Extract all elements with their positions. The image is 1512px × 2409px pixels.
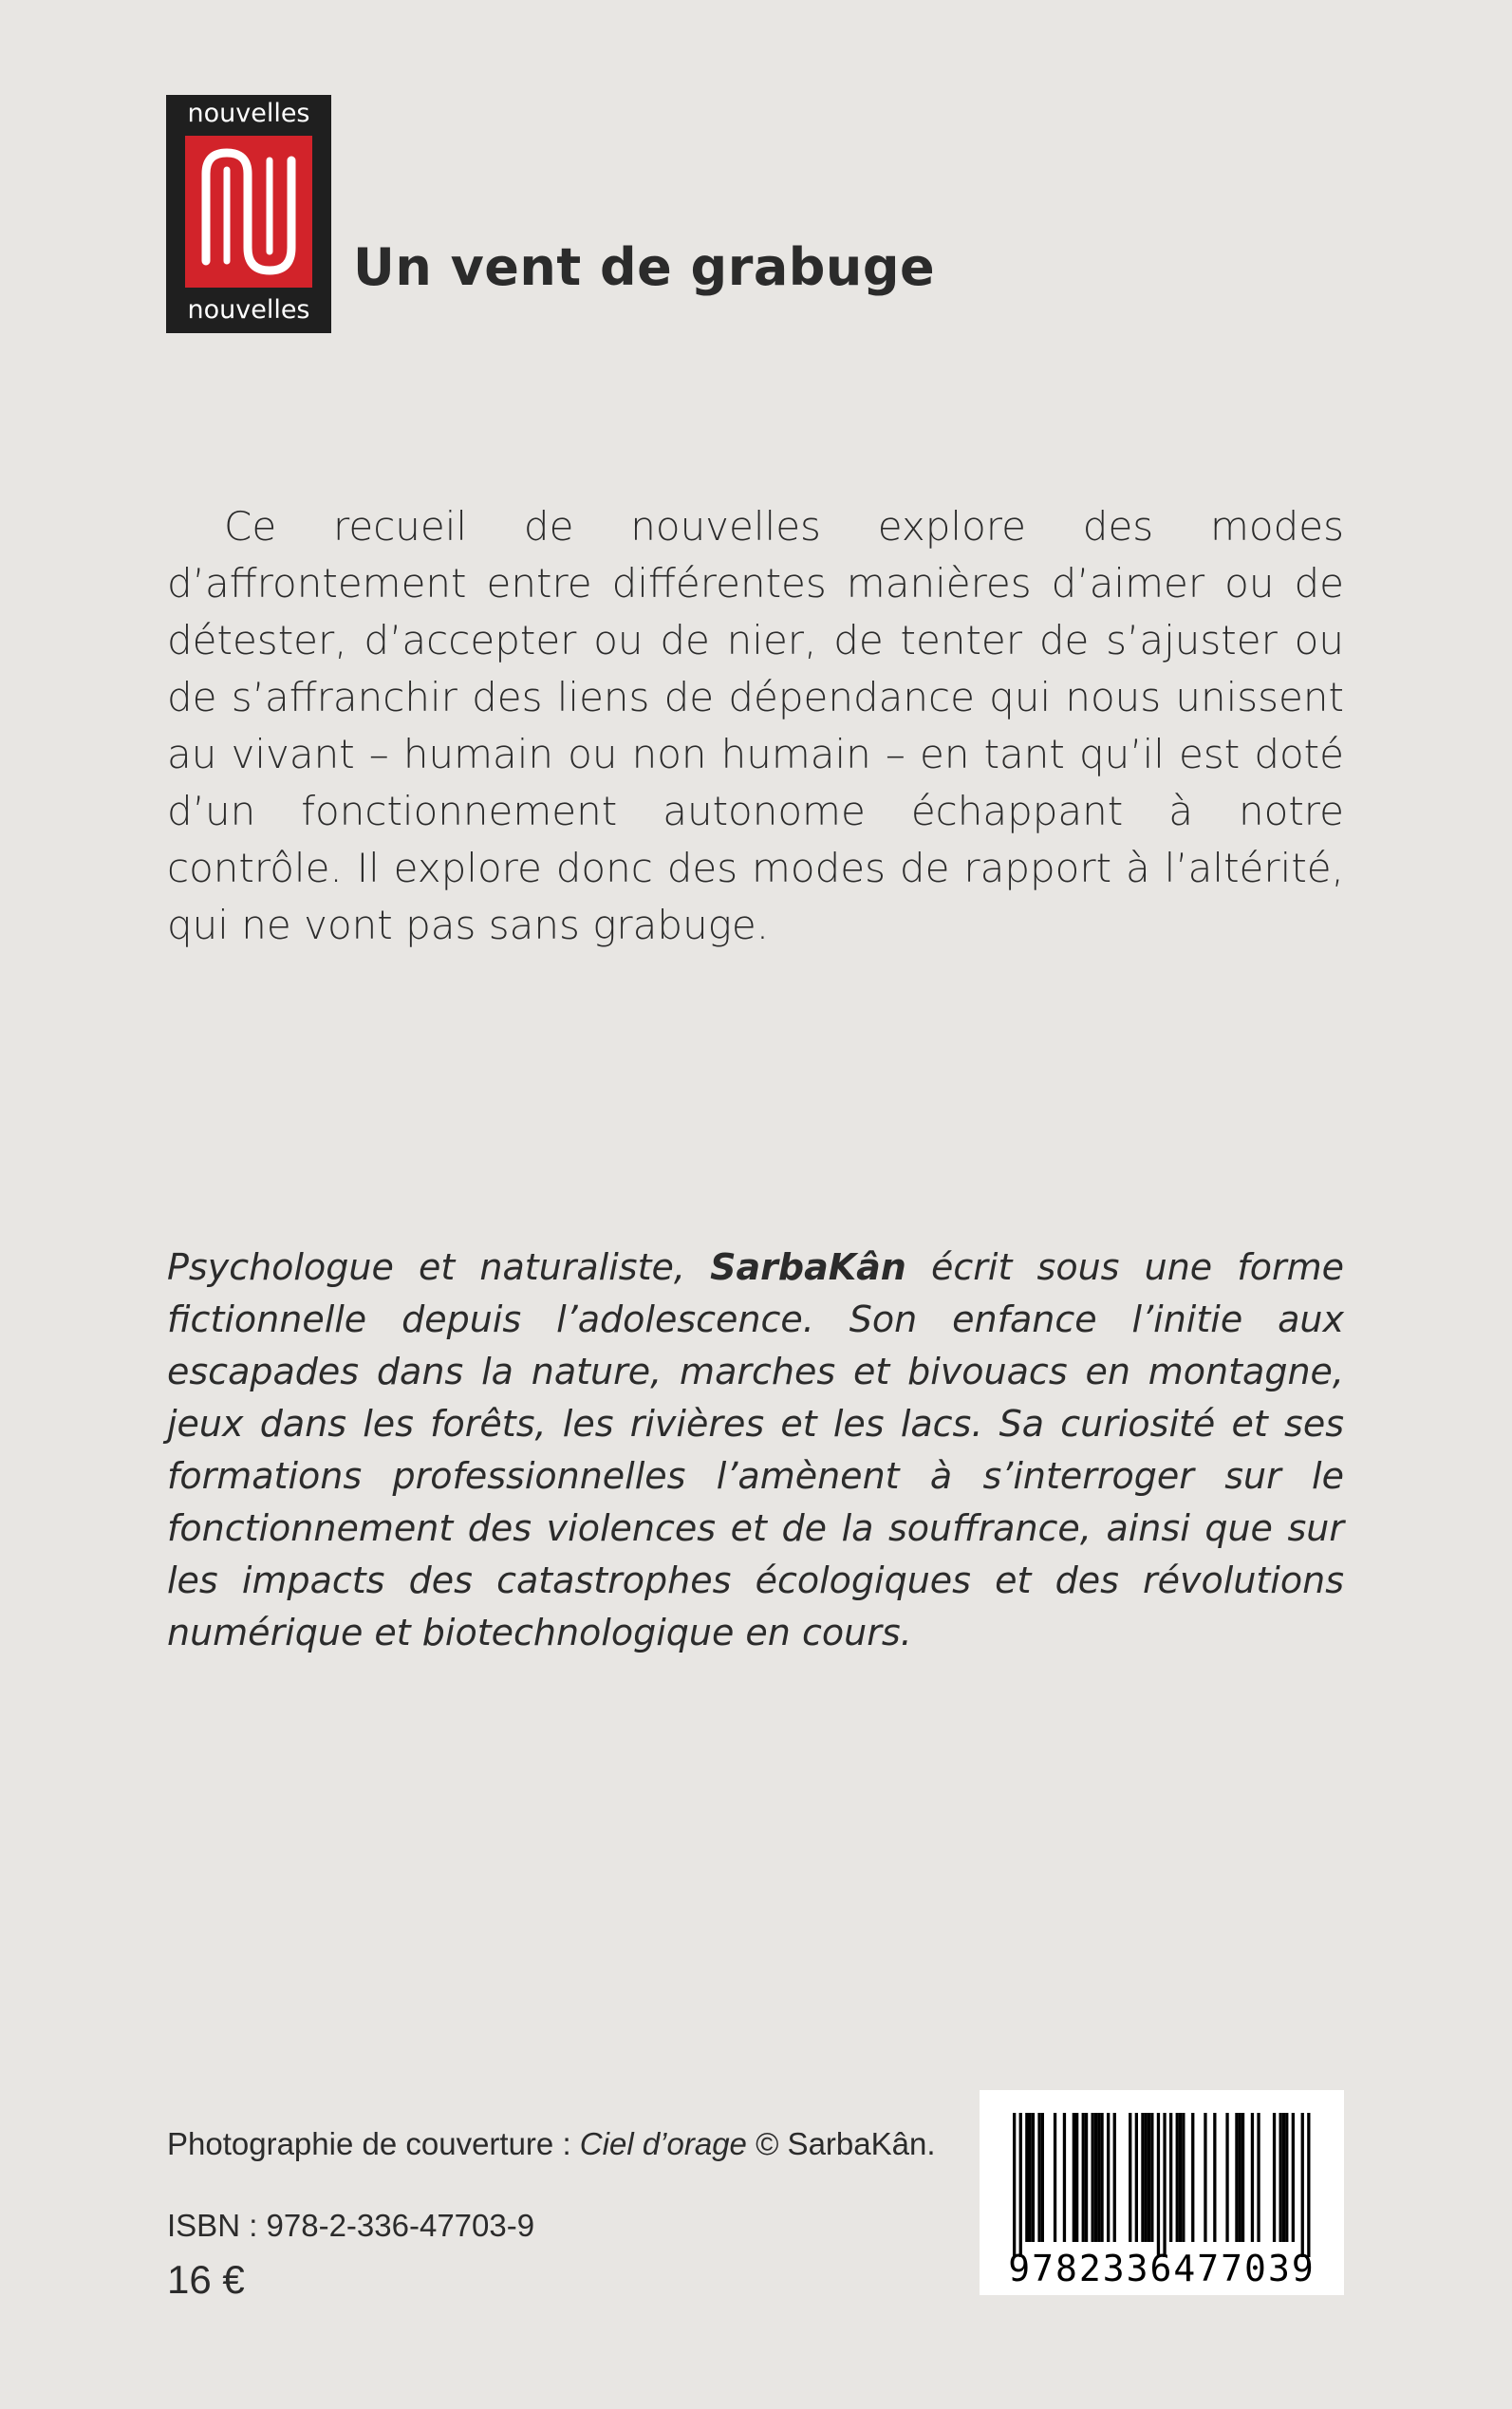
logo-red-panel bbox=[185, 136, 312, 288]
barcode-bar bbox=[1285, 2113, 1288, 2242]
barcode-bar bbox=[1029, 2113, 1032, 2242]
barcode-bar bbox=[1179, 2113, 1182, 2242]
barcode-bar bbox=[1157, 2113, 1160, 2257]
barcode-bar bbox=[1163, 2113, 1166, 2257]
barcode-bar bbox=[1085, 2113, 1088, 2242]
barcode-bar bbox=[1094, 2113, 1097, 2242]
logo-top-text: nouvelles bbox=[187, 99, 310, 128]
barcode-bar bbox=[1169, 2113, 1172, 2242]
barcode-digits: 9782336477039 bbox=[1008, 2248, 1316, 2289]
credit-rest: © SarbaKân. bbox=[746, 2126, 936, 2161]
photo-credit bbox=[167, 2126, 936, 2162]
barcode-bar bbox=[1063, 2113, 1066, 2242]
author-bio bbox=[167, 1242, 1344, 1659]
bio-intro: Psychologue et naturaliste, bbox=[167, 1246, 711, 1288]
barcode-bar bbox=[1148, 2113, 1150, 2242]
barcode-bar bbox=[1113, 2113, 1116, 2242]
barcode-bar bbox=[1025, 2113, 1028, 2242]
barcode-graphic bbox=[980, 2090, 1344, 2295]
barcode-bar bbox=[1225, 2113, 1228, 2242]
barcode-bar bbox=[1075, 2113, 1078, 2242]
barcode-bar bbox=[1241, 2113, 1244, 2242]
barcode-bar bbox=[1213, 2113, 1216, 2242]
barcode-bar bbox=[1097, 2113, 1100, 2242]
nu-monogram-icon bbox=[185, 136, 312, 288]
barcode-bar bbox=[1251, 2113, 1254, 2242]
barcode-bar bbox=[1239, 2113, 1241, 2242]
barcode-bar bbox=[1257, 2113, 1260, 2242]
barcode-bar bbox=[1135, 2113, 1138, 2242]
logo-bottom-text: nouvelles bbox=[187, 295, 310, 325]
barcode-bar bbox=[1054, 2113, 1056, 2242]
book-title: Un vent de grabuge bbox=[353, 237, 936, 297]
barcode-bar bbox=[1100, 2113, 1103, 2242]
barcode-bar bbox=[1019, 2113, 1022, 2257]
barcode-bar bbox=[1107, 2113, 1110, 2242]
barcode-bar bbox=[1307, 2113, 1310, 2257]
barcode-bar bbox=[1191, 2113, 1194, 2242]
barcode-bar bbox=[1235, 2113, 1238, 2242]
barcode-bar bbox=[1292, 2113, 1295, 2242]
barcode-bar bbox=[1041, 2113, 1044, 2242]
credit-work-title: Ciel d’orage bbox=[579, 2126, 747, 2161]
barcode-bar bbox=[1037, 2113, 1040, 2242]
barcode-bar bbox=[1279, 2113, 1282, 2242]
barcode-bar bbox=[1129, 2113, 1131, 2242]
bio-body: écrit sous une forme fictionnelle depuis l’adolescence. Son enfance l’initie aux escapades dans la nature, marches et bivouacs en montagne, jeux dans les forêts, les rivières et les lacs. Sa curiosité et ses formations professionnelles l’amènent à s’interroger sur le fonctionnement des violences et de la souffrance, ainsi que sur les impacts des catastrophes écologiques et des révolutions numérique et biotechnologique en cours. bbox=[167, 1246, 1344, 1653]
barcode-bar bbox=[1301, 2113, 1304, 2257]
author-name: SarbaKân bbox=[710, 1246, 906, 1288]
barcode-bar bbox=[1032, 2113, 1035, 2242]
price: 16 € bbox=[167, 2257, 245, 2302]
barcode-bar bbox=[1141, 2113, 1144, 2242]
barcode-bar bbox=[1282, 2113, 1285, 2242]
credit-label: Photographie de couverture : bbox=[167, 2126, 580, 2161]
publisher-logo bbox=[166, 95, 331, 333]
barcode bbox=[980, 2090, 1344, 2295]
barcode-bar bbox=[1092, 2113, 1094, 2242]
barcode-bar bbox=[1273, 2113, 1276, 2242]
barcode-bar bbox=[1013, 2113, 1016, 2257]
barcode-bar bbox=[1150, 2113, 1153, 2242]
isbn: ISBN : 978-2-336-47703-9 bbox=[167, 2208, 535, 2243]
barcode-bar bbox=[1082, 2113, 1085, 2242]
barcode-bar bbox=[1182, 2113, 1185, 2242]
barcode-bar bbox=[1176, 2113, 1179, 2242]
book-summary: Ce recueil de nouvelles explore des modes d’affrontement entre différentes manières d’aimer ou de détester, d’accepter ou de nier, de tenter de s’ajuster ou de s’affranchir des liens de dépendance qui nous unissent au vivant – humain ou non humain – en tant qu’il est doté d’un fonctionnement autonome échappant à notre contrôle. Il explore donc des modes de rapport à l’altérité, qui ne vont pas sans grabuge. bbox=[167, 503, 1344, 948]
barcode-bar bbox=[1073, 2113, 1075, 2242]
barcode-bar bbox=[1145, 2113, 1148, 2242]
barcode-bar bbox=[1204, 2113, 1206, 2242]
